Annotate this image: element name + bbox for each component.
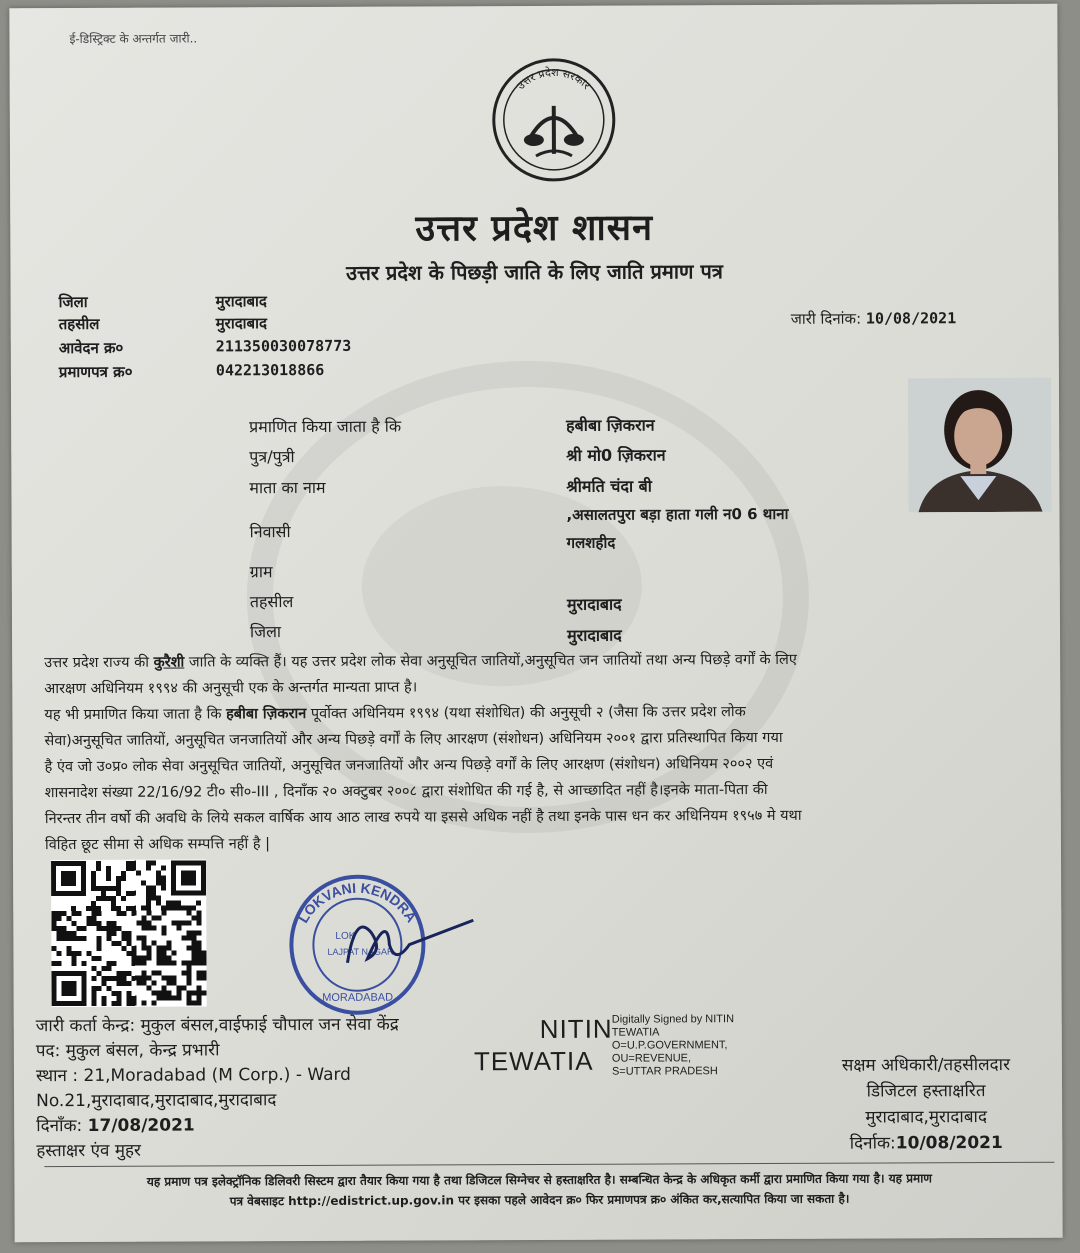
officer-place: मुरादाबाद,मुरादाबाद <box>865 1107 988 1128</box>
dsig-line1: Digitally Signed by NITIN <box>611 1013 735 1026</box>
cert-paragraph-line1: यह भी प्रमाणित किया जाता है कि हबीबा ज़िकरान पूर्वोक्त अधिनियम १९९४ (यथा संशोधित) की अनुसूची २ (जैसा कि उत्तर प्रदेश लोक <box>44 704 746 724</box>
certification-paragraph <box>44 698 1055 858</box>
officer-date-value: 10/08/2021 <box>895 1132 1003 1154</box>
up-government-emblem <box>484 56 625 189</box>
cert-paragraph-line4: शासनादेश संख्या 22/16/92 टी० सी०-III , दिनाँक २० अक्टुबर २००८ द्वारा संशोधित की गई है, से आच्छादित नहीं है।इनके माता-पिता की <box>44 781 768 802</box>
mother-name: श्रीमति चंदा बी <box>566 476 652 496</box>
cert-paragraph-line6: विहित छूट सीमा से अधिक सम्पत्ति नहीं है | <box>44 836 271 854</box>
footer-line2: पत्र वेबसाइट http://edistrict.up.gov.in पर इसका पहले आवेदन क्र० फिर प्रमाणपत्र क्र० अंकित कर,सत्यापित किया जा सकता है। <box>229 1191 850 1209</box>
signer-last-name: TEWATIA <box>473 1045 594 1077</box>
issuer-block <box>36 1013 400 1165</box>
issuer-sign-label: हस्ताक्षर एंव मुहर <box>36 1140 142 1162</box>
resident-address-line2: गलशहीद <box>566 533 616 552</box>
dsig-line2: TEWATIA <box>611 1026 660 1039</box>
issuer-post: पद: मुकुल बंसल, केन्द्र प्रभारी <box>35 1040 220 1062</box>
footer-line1: यह प्रमाण पत्र इलेक्ट्रॉनिक डिलिवरी सिस्टम द्वारा तैयार किया गया है तथा डिजिटल सिग्नेचर से हस्ताक्षरित है। सम्बन्धित केन्द्र के अधिकृत कर्मी द्वारा प्रमाणित किया गया है। यह प्रमाण <box>146 1171 933 1189</box>
applicant-photo <box>908 378 1052 513</box>
officer-block <box>796 1052 1056 1157</box>
caste-paragraph-line2: आरक्षण अधिनियम १९९४ की अनुसूची एक के अन्तर्गत मान्यता प्राप्त है। <box>44 679 418 698</box>
dsig-line5: S=UTTAR PRADESH <box>611 1065 718 1078</box>
stamp-ring-text: LOKVANI KENDRA <box>294 879 420 926</box>
svg-text:LOKVANI KENDRA <box>295 879 420 925</box>
village-label: ग्राम <box>249 562 273 582</box>
resident-label: निवासी <box>249 522 291 542</box>
officer-date: दिर्नाक:10/08/2021 <box>849 1132 1003 1154</box>
detail-district-value: मुरादाबाद <box>567 625 622 645</box>
district-label: जिला <box>58 292 88 312</box>
application-label: आवेदन क्र० <box>58 338 124 358</box>
child-of-label: पुत्र/पुत्री <box>249 447 295 467</box>
signer-first-name: NITIN <box>539 1013 613 1044</box>
cert-paragraph-line5: निरन्तर तीन वर्षो की अवधि के लिये सकल वार्षिक आय आठ लाख रुपये या इससे अधिक नहीं है तथा इनके पास धन कर अधिनियम १९५७ मे यथा <box>44 807 802 828</box>
father-name: श्री मो0 ज़िकरान <box>566 445 666 465</box>
stamp-city: MORADABAD <box>322 991 394 1004</box>
qr-code[interactable] <box>51 859 207 1007</box>
lokvani-kendra-stamp <box>285 872 486 1027</box>
tehsil-value: मुरादाबाद <box>215 314 267 333</box>
caste-paragraph <box>44 646 1054 702</box>
dsig-line4: OU=REVENUE, <box>611 1052 692 1065</box>
issue-date <box>791 308 957 329</box>
digital-signature-details <box>612 1013 735 1079</box>
caste-name: कुरैशी <box>153 654 185 671</box>
issue-date-value: 10/08/2021 <box>865 309 957 328</box>
officer-title: सक्षम अधिकारी/तहसीलदार <box>841 1054 1011 1076</box>
stamp-inner-line1: LOK <box>335 930 356 942</box>
dsig-line3: O=U.P.GOVERNMENT, <box>611 1039 728 1052</box>
detail-tehsil-value: मुरादाबाद <box>566 594 622 614</box>
issuer-date: दिनाँक: 17/08/2021 <box>36 1115 195 1137</box>
application-number: 211350030078773 <box>215 336 352 356</box>
certificate-label: प्रमाणपत्र क्र० <box>58 362 133 382</box>
caste-paragraph-line1: उत्तर प्रदेश राज्य की कुरैशी जाति के व्यक्ति हैं। यह उत्तर प्रदेश लोक सेवा अनुसूचित जातियों,अनुसूचित जन जातियों तथा अन्य पिछड़े वर्गों के लिए <box>44 651 797 672</box>
certificate-number: 042213018866 <box>215 360 325 380</box>
top-note: ई-डिस्ट्रिक्ट के अन्तर्गत जारी.. <box>69 31 198 47</box>
certificate-subtitle: उत्तर प्रदेश के पिछड़ी जाति के लिए जाति प्रमाण पत्र <box>346 259 723 285</box>
issuer-place-line1: स्थान : 21,Moradabad (M Corp.) - Ward <box>35 1064 352 1087</box>
certified-label: प्रमाणित किया जाता है कि <box>249 416 402 437</box>
svg-text:उत्तर प्रदेश सरकार <box>514 66 593 93</box>
cert-applicant-name: हबीबा ज़िकरान <box>226 706 307 723</box>
tehsil-label: तहसील <box>58 314 100 334</box>
mother-label: माता का नाम <box>249 477 326 498</box>
cert-paragraph-line3: है एंव जो उ०प्र० लोक सेवा अनुसूचित जातियों, अनुसूचित जनजातियों और अन्य पिछड़े वर्गों के लिए आरक्षण (संशोधन) अधिनियम २००२ एवं <box>44 755 774 776</box>
issue-date-label: जारी दिनांक: <box>790 309 862 328</box>
detail-district-label: जिला <box>249 622 282 642</box>
district-value: मुरादाबाद <box>215 292 267 311</box>
emblem-text: उत्तर प्रदेश सरकार <box>514 65 593 93</box>
issuer-place-line2: No.21,मुरादाबाद,मुरादाबाद,मुरादाबाद <box>36 1090 277 1112</box>
stamp-inner-line2: LAJPAT NAGAR <box>327 946 394 957</box>
detail-tehsil-label: तहसील <box>249 592 294 612</box>
certificate-paper <box>9 4 1062 1243</box>
officer-signed: डिजिटल हस्ताक्षरित <box>866 1081 986 1102</box>
resident-address-line1: ,असालतपुरा बड़ा हाता गली न0 6 थाना <box>566 504 789 524</box>
applicant-name: हबीबा ज़िकरान <box>566 415 655 435</box>
page-title: उत्तर प्रदेश शासन <box>415 207 654 250</box>
issuer-centre: जारी कर्ता केन्द्र: मुकुल बंसल,वाईफाई चौपाल जन सेवा केंद्र <box>35 1014 399 1037</box>
issuer-date-value: 17/08/2021 <box>87 1115 195 1136</box>
cert-paragraph-line2: सेवा)अनुसूचित जातियों, अनुसूचित जनजातियों और अन्य पिछड़े वर्गों के लिए आरक्षण (संशोधन) अधिनियम २००१ द्वारा प्रतिस्थापित किया गया <box>44 729 783 750</box>
footer-note <box>24 1168 1054 1212</box>
